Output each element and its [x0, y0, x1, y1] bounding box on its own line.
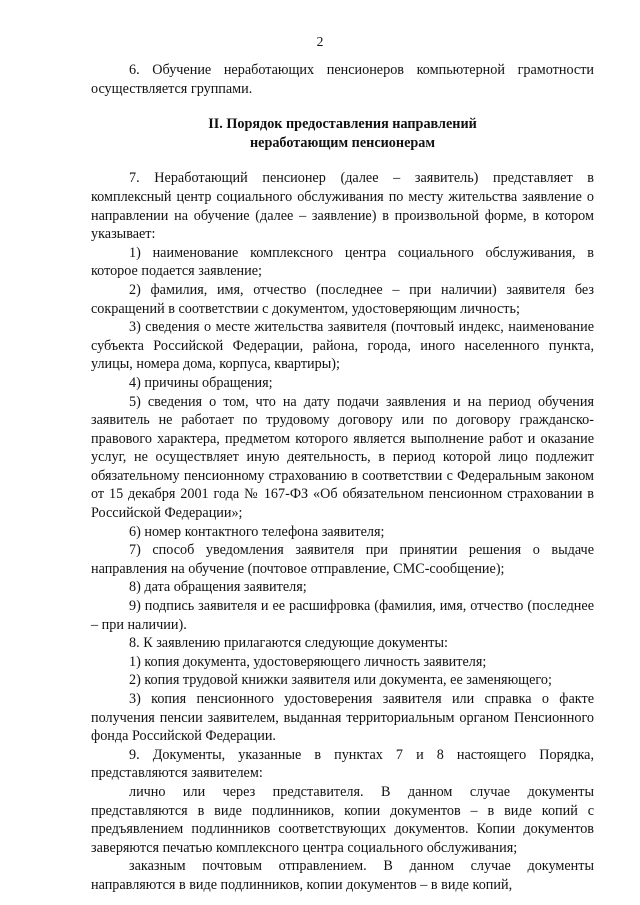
paragraph: 1) наименование комплексного центра социального обслуживания, в которое подается заявление;: [91, 244, 594, 280]
page-number: 2: [316, 34, 324, 49]
paragraph-item-6: 6. Обучение неработающих пенсионеров компьютерной грамотности осуществляется группами.: [91, 62, 594, 97]
paragraph: 2) фамилия, имя, отчество (последнее – при наличии) заявителя без сокращений в соответствии с документом, удостоверяющим личность;: [91, 281, 594, 317]
paragraph: 5) сведения о том, что на дату подачи заявления и на период обучения заявитель не работает по трудовому договору или по договору гражданско-правового характера, предметом которого является выполнение работ и оказание услуг, не осуществляет иную деятельность, в период которой лицо подлежит обязательному пенсионному страхованию в соответствии с Федеральным законом от 15 декабря 2001 года № 167-ФЗ «Об обязательном пенсионном страховании в Российской Федерации»;: [91, 393, 594, 522]
paragraph: 9. Документы, указанные в пунктах 7 и 8 настоящего Порядка, представляются заявителем:: [91, 746, 594, 782]
paragraph: 3) сведения о месте жительства заявителя (почтовый индекс, наименование субъекта Российской Федерации, района, города, иного населенного пункта, улицы, номера дома, корпуса, квартиры);: [91, 319, 594, 373]
paragraph: 7) способ уведомления заявителя при принятии решения о выдаче направления на обучение (почтовое отправление, СМС-сообщение);: [91, 542, 594, 577]
section-heading-line-1: II. Порядок предоставления направлений: [208, 116, 477, 133]
paragraph: 2) копия трудовой книжки заявителя или документа, ее заменяющего;: [129, 672, 552, 689]
paragraph: 9) подпись заявителя и ее расшифровка (фамилия, имя, отчество (последнее – при наличии).: [91, 598, 594, 633]
paragraph: заказным почтовым отправлением. В данном случае документы направляются в виде подлинников, копии документов – в виде копий,: [91, 858, 594, 893]
paragraph: 7. Неработающий пенсионер (далее – заявитель) представляет в комплексный центр социального обслуживания по месту жительства заявление о направлении на обучение (далее – заявление) в произвольной форме, в котором указывает:: [91, 170, 594, 243]
paragraph: 1) копия документа, удостоверяющего личность заявителя;: [129, 653, 487, 670]
document-body: [91, 61, 594, 895]
paragraph: 8) дата обращения заявителя;: [129, 579, 307, 596]
section-heading-line-2: неработающим пенсионерам: [249, 134, 436, 151]
paragraph: 3) копия пенсионного удостоверения заявителя или справка о факте получения пенсии заявителем, выданная территориальным органом Пенсионного фонда Российской Федерации.: [91, 691, 594, 745]
paragraph: 4) причины обращения;: [129, 374, 273, 391]
section-heading: [91, 115, 594, 152]
paragraph: лично или через представителя. В данном случае документы представляются в виде подлинников, копии документов – в виде копий с предъявлением подлинников соответствующих документов. Копии документов заверяются печатью комплексного центра социального обслуживания;: [91, 783, 594, 856]
paragraph: 8. К заявлению прилагаются следующие документы:: [129, 635, 448, 652]
paragraph: 6) номер контактного телефона заявителя;: [129, 523, 385, 540]
